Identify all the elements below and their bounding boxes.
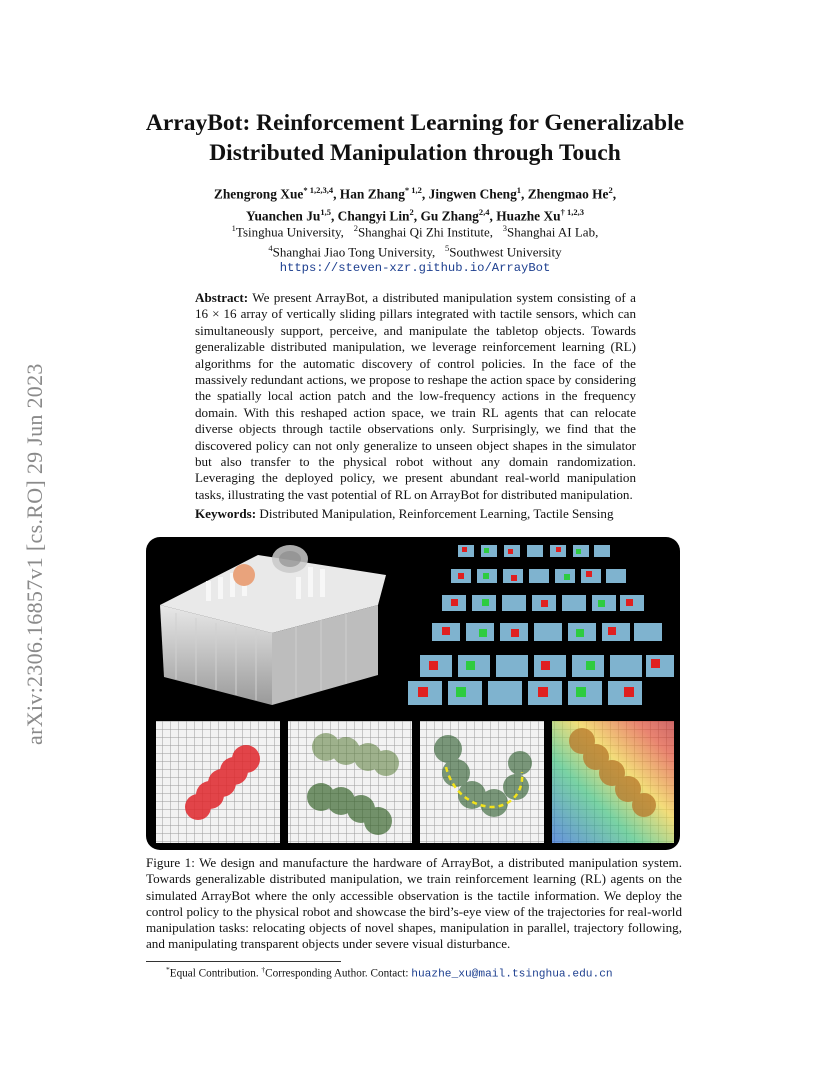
keywords-text: Distributed Manipulation, Reinforcement Learning, Tactile Sensing bbox=[259, 506, 614, 521]
caption-text: We design and manufacture the hardware of ArrayBot, a distributed manipulation system. Towards generalizable distributed manipulation, we train reinforcement learning (RL) agents on the simulated ArrayBot where the only accessible observation is the tactile information. We deploy the control policy to the physical robot and showcase the bird’s-eye view of the trajectories for real-world manipulation tasks: relocating objects of novel shapes, manipulation in parallel, trajectory following, and manipulating transparent objects under severe visual disturbance. bbox=[146, 855, 682, 952]
simulation-grid-render bbox=[408, 545, 674, 705]
author-name: Zhengmao He bbox=[527, 186, 609, 202]
author-name: Zhengrong Xue bbox=[213, 186, 304, 202]
abstract bbox=[195, 290, 636, 503]
author-name: Jingwen Cheng bbox=[428, 186, 517, 202]
author-name: Huazhe Xu bbox=[496, 208, 561, 224]
trajectory-panel-relocation bbox=[156, 721, 280, 843]
affiliation-line-1: $^1$Tsinghua University, $^2$Shanghai Qi Zhi Institute, $^3$Shanghai AI Lab, bbox=[231, 223, 599, 240]
title-line-1: ArrayBot: Reinforcement Learning for Generalizable bbox=[145, 110, 685, 136]
contact-email-link[interactable]: huazhe_xu@mail.tsinghua.edu.cn bbox=[411, 968, 613, 981]
keywords bbox=[195, 506, 636, 522]
project-url-link[interactable]: https://steven-xzr.github.io/ArrayBot bbox=[279, 261, 551, 275]
author-name: Gu Zhang bbox=[420, 208, 479, 224]
footnote-divider bbox=[146, 961, 341, 962]
abstract-label: Abstract: bbox=[195, 290, 249, 305]
affiliations bbox=[120, 220, 710, 261]
trajectory-panel-transparent bbox=[552, 721, 674, 843]
author-name: Yuanchen Ju bbox=[246, 208, 321, 224]
paper-title bbox=[100, 108, 730, 168]
title-line-2: Distributed Manipulation through Touch bbox=[209, 140, 621, 166]
caption-label: Figure 1: bbox=[146, 855, 195, 870]
footnote: *Equal Contribution. †Corresponding Author. Contact: huazhe_xu@mail.tsinghua.edu.cn bbox=[166, 965, 613, 981]
affiliation-line-2: $^4$Shanghai Jiao Tong University, $^5$Southwest University bbox=[268, 243, 562, 260]
figure-1-image bbox=[146, 537, 680, 850]
trajectory-panel-following bbox=[420, 721, 544, 843]
figure-caption bbox=[146, 855, 682, 953]
author-name: Han Zhang bbox=[339, 186, 405, 202]
author-line-1: Zhengrong Xue$^{* 1,2,3,4}$, Han Zhang$^{* 1,2}$, Jingwen Cheng$^1$, Zhengmao He$^2$, bbox=[213, 185, 617, 202]
keywords-label: Keywords: bbox=[195, 506, 257, 521]
author-name: Changyi Lin bbox=[337, 208, 410, 224]
arraybot-hardware-photo bbox=[160, 545, 386, 705]
abstract-text: We present ArrayBot, a distributed manipulation system consisting of a 16 × 16 array of vertically sliding pillars integrated with tactile sensors, which can simultaneously support, perceive, and manipulate the tabletop objects. Towards generalizable distributed manipulation, we leverage reinforcement learning (RL) algorithms for the automatic discovery of control policies. In the face of the massively redundant actions, we propose to reshape the action space by considering the spatially local action patch and the low-frequency actions in the frequency domain. With this reshaped action space, we train RL agents that can relocate diverse objects through tactile observations only. Surprisingly, we find that the discovered policy can not only generalize to unseen object shapes in the simulator but also transfer to the physical robot without any domain randomization. Leveraging the deployed policy, we present abundant real-world manipulation tasks, illustrating the vast potential of RL on ArrayBot for distributed manipulation. bbox=[195, 290, 636, 502]
arxiv-identifier-stamp: arXiv:2306.16857v1 [cs.RO] 29 Jun 2023 bbox=[22, 363, 47, 745]
author-line-2: Yuanchen Ju$^{1,5}$, Changyi Lin$^2$, Gu Zhang$^{2,4}$, Huazhe Xu$^{\dagger 1,2,3}$ bbox=[246, 207, 584, 224]
trajectory-panel-parallel bbox=[288, 721, 412, 843]
